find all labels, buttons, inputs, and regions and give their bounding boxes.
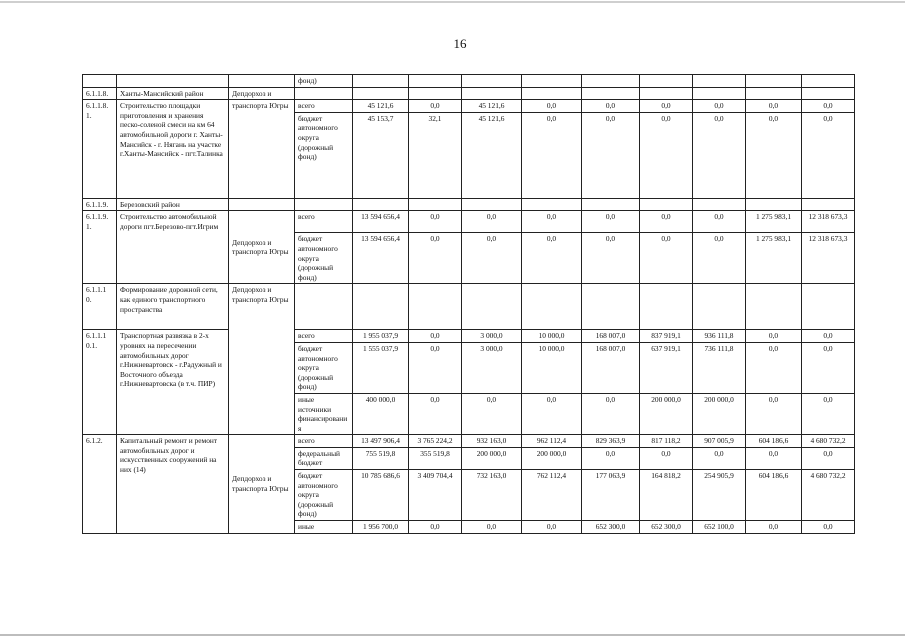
value-cell: 10 785 686,6 (353, 470, 409, 521)
value-cell: 4 680 732,2 (802, 470, 855, 521)
value-cell: 0,0 (409, 342, 462, 393)
source-cell: всего (295, 435, 353, 448)
value-cell: 0,0 (802, 447, 855, 469)
source-cell: бюджет автономного округа (дорожный фонд) (295, 342, 353, 393)
value-cell: 0,0 (802, 393, 855, 434)
value-cell: 3 000,0 (462, 330, 522, 343)
code-cell: 6.1.1.1 0. (83, 284, 117, 330)
value-cell: 0,0 (522, 393, 582, 434)
value-cell: 45 121,6 (462, 112, 522, 198)
name-cell: Транспортная развязка в 2-х уровнях на пересечении автомобильных дорог г.Нижневартовск - г.Радужный и Восточного объезда г.Нижневартовска (в т.ч. ПИР) (117, 330, 229, 435)
scan-edge-top (0, 1, 905, 3)
value-cell: 637 919,1 (640, 342, 693, 393)
value-cell: 604 186,6 (746, 435, 802, 448)
value-cell: 10 000,0 (522, 330, 582, 343)
value-cell: 254 905,9 (693, 470, 746, 521)
table-row (83, 330, 855, 343)
value-cell: 10 000,0 (522, 342, 582, 393)
source-cell: бюджет автономного округа (дорожный фонд) (295, 112, 353, 198)
code-cell: 6.1.1.9. (83, 198, 117, 211)
value-cell: 3 000,0 (462, 342, 522, 393)
value-cell: 962 112,4 (522, 435, 582, 448)
value-cell: 0,0 (746, 342, 802, 393)
source-cell: федеральный бюджет (295, 447, 353, 469)
value-cell: 652 300,0 (640, 521, 693, 534)
value-cell: 168 007,0 (582, 342, 640, 393)
value-cell: 0,0 (693, 112, 746, 198)
table-row (83, 198, 855, 211)
code-cell: 6.1.2. (83, 435, 117, 533)
table-row (83, 435, 855, 448)
executor-cell: Депдорхоз и транспорта Югры (229, 211, 295, 284)
value-cell: 0,0 (409, 330, 462, 343)
value-cell: 200 000,0 (462, 447, 522, 469)
value-cell: 3 765 224,2 (409, 435, 462, 448)
value-cell: 0,0 (693, 211, 746, 233)
value-cell: 1 275 983,1 (746, 233, 802, 284)
value-cell: 0,0 (462, 233, 522, 284)
value-cell: 45 121,6 (462, 100, 522, 113)
value-cell: 355 519,8 (409, 447, 462, 469)
value-cell: 0,0 (582, 233, 640, 284)
value-cell: 0,0 (462, 393, 522, 434)
value-cell: 817 118,2 (640, 435, 693, 448)
value-cell: 0,0 (522, 100, 582, 113)
value-cell: 13 594 656,4 (353, 233, 409, 284)
executor-cell: транспорта Югры (229, 100, 295, 199)
name-cell: Березовский район (117, 198, 229, 211)
value-cell: 0,0 (409, 393, 462, 434)
value-cell: 0,0 (522, 211, 582, 233)
value-cell: 1 275 983,1 (746, 211, 802, 233)
value-cell: 0,0 (582, 211, 640, 233)
name-cell: Строительство автомобильной дороги пгт.Березово-пгт.Игрим (117, 211, 229, 284)
value-cell: 0,0 (582, 447, 640, 469)
executor-cell: Депдорхоз и (229, 87, 295, 100)
code-cell: 6.1.1.1 0.1. (83, 330, 117, 435)
budget-table (82, 74, 855, 534)
value-cell: 604 186,6 (746, 470, 802, 521)
value-cell: 200 000,0 (640, 393, 693, 434)
value-cell: 736 111,8 (693, 342, 746, 393)
value-cell: 0,0 (640, 112, 693, 198)
value-cell: 400 000,0 (353, 393, 409, 434)
value-cell: 0,0 (802, 100, 855, 113)
value-cell: 0,0 (802, 112, 855, 198)
name-cell: Строительство площадки приготовления и хранения песко-соленой смеси на км 64 автомобильной дороги г. Ханты-Мансийск - г. Нягань на участке г.Ханты-Мансийск - пгт.Талинка (117, 100, 229, 199)
value-cell: 200 000,0 (693, 393, 746, 434)
source-cell: всего (295, 330, 353, 343)
value-cell: 0,0 (693, 100, 746, 113)
source-cell: бюджет автономного округа (дорожный фонд) (295, 470, 353, 521)
value-cell: 45 153,7 (353, 112, 409, 198)
value-cell: 0,0 (802, 342, 855, 393)
code-cell: 6.1.1.9. 1. (83, 211, 117, 284)
value-cell: 732 163,0 (462, 470, 522, 521)
code-cell: 6.1.1.8. 1. (83, 100, 117, 199)
value-cell: 0,0 (522, 233, 582, 284)
value-cell: 0,0 (746, 521, 802, 534)
value-cell: 0,0 (522, 521, 582, 534)
table-row (83, 100, 855, 113)
value-cell: 1 555 037,9 (353, 342, 409, 393)
value-cell: 12 318 673,3 (802, 233, 855, 284)
value-cell: 907 005,9 (693, 435, 746, 448)
code-cell: 6.1.1.8. (83, 87, 117, 100)
value-cell: 762 112,4 (522, 470, 582, 521)
executor-cell: Депдорхоз и транспорта Югры (229, 284, 295, 435)
value-cell: 0,0 (409, 211, 462, 233)
value-cell: 0,0 (640, 100, 693, 113)
value-cell: 652 300,0 (582, 521, 640, 534)
value-cell: 13 497 906,4 (353, 435, 409, 448)
value-cell: 12 318 673,3 (802, 211, 855, 233)
value-cell: 0,0 (746, 393, 802, 434)
value-cell: 0,0 (409, 100, 462, 113)
source-cell: иные (295, 521, 353, 534)
value-cell: 0,0 (802, 330, 855, 343)
value-cell: 0,0 (640, 211, 693, 233)
value-cell: 0,0 (640, 233, 693, 284)
source-cell: бюджет автономного округа (дорожный фонд) (295, 233, 353, 284)
name-cell: Формирование дорожной сети, как единого транспортного пространства (117, 284, 229, 330)
source-cell: всего (295, 211, 353, 233)
value-cell: 0,0 (582, 393, 640, 434)
value-cell: 0,0 (640, 447, 693, 469)
value-cell: 4 680 732,2 (802, 435, 855, 448)
value-cell: 0,0 (693, 233, 746, 284)
page-number: 16 (453, 36, 467, 51)
value-cell: 13 594 656,4 (353, 211, 409, 233)
value-cell: 0,0 (746, 330, 802, 343)
value-cell: 755 519,8 (353, 447, 409, 469)
value-cell: 1 956 700,0 (353, 521, 409, 534)
name-cell: Ханты-Мансийский район (117, 87, 229, 100)
value-cell: 0,0 (522, 112, 582, 198)
value-cell: 32,1 (409, 112, 462, 198)
value-cell: 0,0 (693, 447, 746, 469)
value-cell: 0,0 (409, 233, 462, 284)
value-cell: 1 955 037,9 (353, 330, 409, 343)
value-cell: 0,0 (746, 447, 802, 469)
table-row (83, 87, 855, 100)
value-cell: 0,0 (746, 112, 802, 198)
executor-cell: Депдорхоз и транспорта Югры (229, 435, 295, 533)
source-cell: иные источники финансирования (295, 393, 353, 434)
value-cell: 0,0 (462, 211, 522, 233)
value-cell: 3 409 704,4 (409, 470, 462, 521)
value-cell: 0,0 (802, 521, 855, 534)
value-cell: 829 363,9 (582, 435, 640, 448)
source-cell: всего (295, 100, 353, 113)
value-cell: 932 163,0 (462, 435, 522, 448)
table-row (83, 211, 855, 233)
source-cell: фонд) (295, 75, 353, 88)
value-cell: 177 063,9 (582, 470, 640, 521)
value-cell: 200 000,0 (522, 447, 582, 469)
value-cell: 936 111,8 (693, 330, 746, 343)
value-cell: 45 121,6 (353, 100, 409, 113)
value-cell: 652 100,0 (693, 521, 746, 534)
value-cell: 164 818,2 (640, 470, 693, 521)
table-row (83, 75, 855, 88)
value-cell: 837 919,1 (640, 330, 693, 343)
value-cell: 0,0 (462, 521, 522, 534)
value-cell: 0,0 (746, 100, 802, 113)
table-row (83, 284, 855, 330)
value-cell: 0,0 (582, 112, 640, 198)
name-cell: Капитальный ремонт и ремонт автомобильных дорог и искусственных сооружений на них (14) (117, 435, 229, 533)
value-cell: 168 007,0 (582, 330, 640, 343)
value-cell: 0,0 (409, 521, 462, 534)
scan-edge-bottom (0, 634, 905, 636)
value-cell: 0,0 (582, 100, 640, 113)
